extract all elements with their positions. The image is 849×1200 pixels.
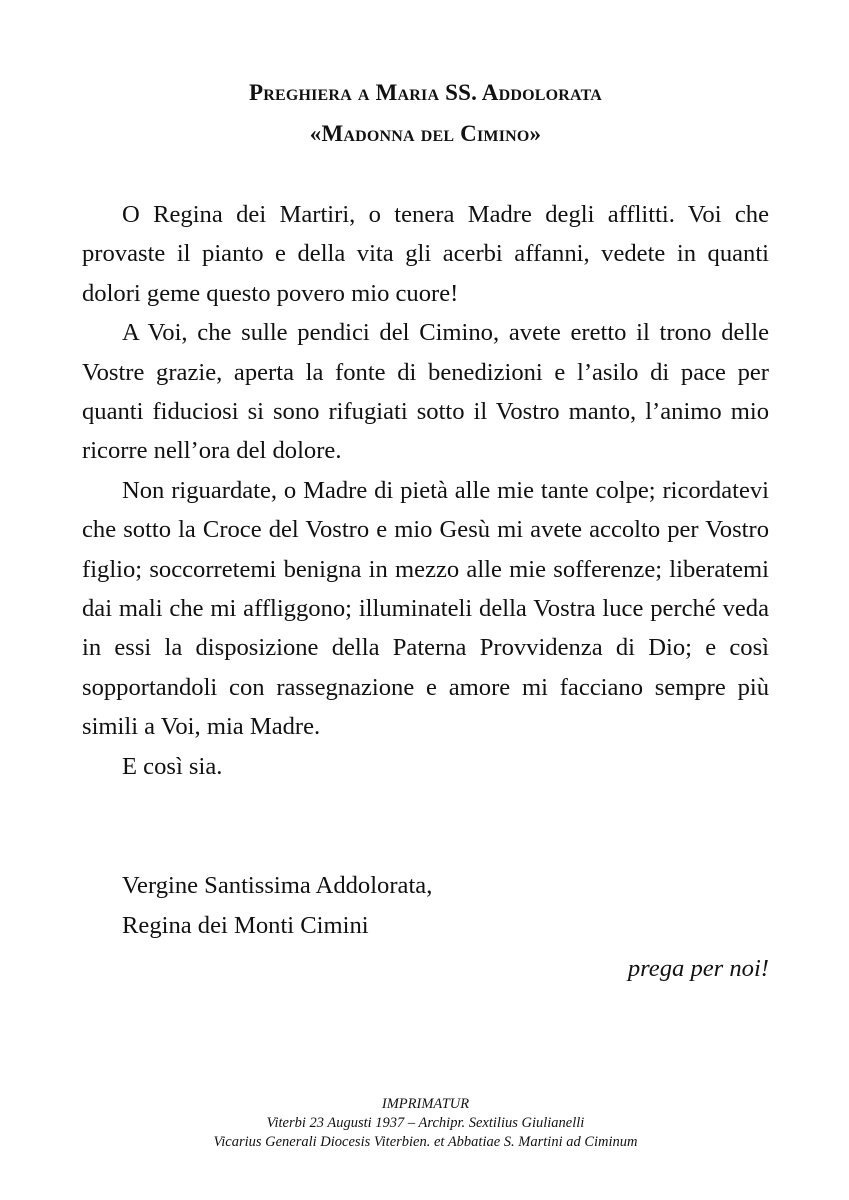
invocation-line-2: Regina dei Monti Cimini xyxy=(122,912,369,939)
title-line-2: «Madonna del Cimino» xyxy=(309,121,542,146)
paragraph-1: O Regina dei Martiri, o tenera Madre degli afflitti. Voi che provaste il pianto e della vita gli acerbi affanni, vedete in quanti dolori geme questo povero mio cuore! xyxy=(82,201,769,307)
imprimatur-label: IMPRIMATUR xyxy=(381,1096,470,1112)
prayer-body xyxy=(82,195,769,786)
imprimatur-date-line: Viterbi 23 Augusti 1937 – Archipr. Sextilius Giulianelli xyxy=(266,1115,585,1131)
title-line-1: Preghiera a Maria SS. Addolorata xyxy=(248,80,603,105)
paragraph-amen: E così sia. xyxy=(122,752,223,780)
invocation-line-1: Vergine Santissima Addolorata, xyxy=(122,872,433,899)
paragraph-3: Non riguardate, o Madre di pietà alle mie tante colpe; ricordatevi che sotto la Croce del Vostro e mio Gesù mi avete accolto per Vostro figlio; soccorretemi benigna in mezzo alle mie sofferenze; liberatemi dai mali che mi affliggono; illuminateli della Vostra luce perché veda in essi la disposizione della Paterna Provvidenza di Dio; e così sopportandoli con rassegnazione e amore mi facciano sempre più simili a Voi, mia Madre. xyxy=(82,476,769,741)
paragraph-2: A Voi, che sulle pendici del Cimino, avete eretto il trono delle Vostre grazie, aperta la fonte di benedizioni e l’asilo di pace per quanti fiduciosi si sono rifugiati sotto il Vostro manto, l’animo mio ricorre nell’ora del dolore. xyxy=(82,319,769,465)
invocation-response: prega per noi! xyxy=(627,955,769,982)
imprimatur-vicar-line: Vicarius Generali Diocesis Viterbien. et Abbatiae S. Martini ad Ciminum xyxy=(213,1134,638,1150)
